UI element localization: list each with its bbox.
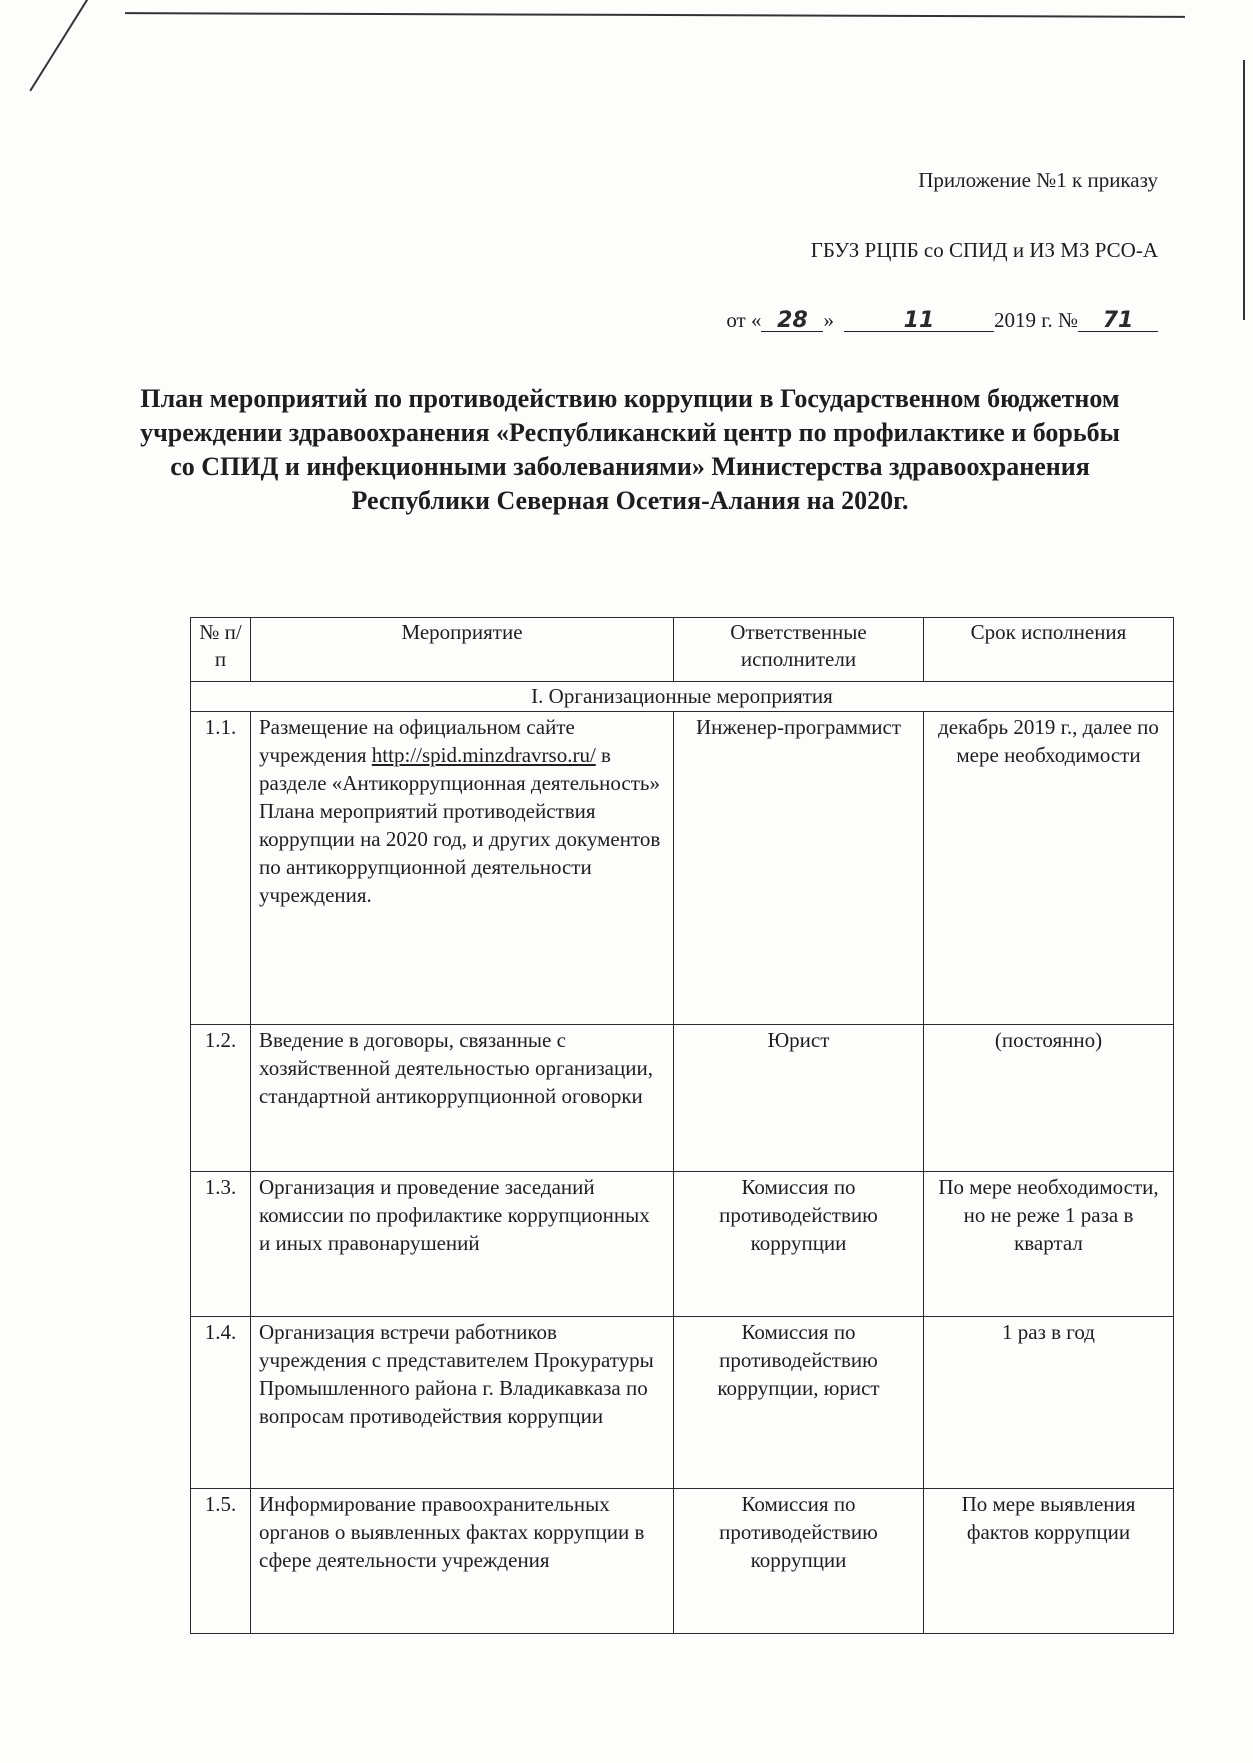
plan-table xyxy=(190,617,1174,1634)
row-event: Информирование правоохранительных органов о выявленных фактах коррупции в сфере деятельности учреждения xyxy=(251,1489,674,1634)
header-responsible: Ответственные исполнители xyxy=(674,618,924,682)
row-event: Введение в договоры, связанные с хозяйственной деятельностью организации, стандартной антикоррупционной оговорки xyxy=(251,1025,674,1172)
appendix-date-line xyxy=(726,310,1158,331)
row-num: 1.2. xyxy=(191,1025,251,1172)
header-num: № п/п xyxy=(191,618,251,682)
section-title: I. Организационные мероприятия xyxy=(191,682,1174,712)
table-row xyxy=(191,1025,1174,1172)
row-deadline: (постоянно) xyxy=(924,1025,1174,1172)
row-responsible: Комиссия по противодействию коррупции xyxy=(674,1172,924,1317)
row-num: 1.3. xyxy=(191,1172,251,1317)
order-number-handwritten: 71 xyxy=(1078,311,1158,332)
row-responsible: Инженер-программист xyxy=(674,712,924,1025)
appendix-header xyxy=(726,170,1158,380)
row-event xyxy=(251,712,674,1025)
row-event-text-after: в разделе «Антикоррупционная деятельность» Плана мероприятий противодействия коррупции на 2020 год, и других документов по антикоррупционной деятельности учреждения. xyxy=(259,743,661,907)
scan-artifact-top-line xyxy=(125,12,1185,18)
document-title: План мероприятий по противодействию коррупции в Государственном бюджетном учреждении здравоохранения «Республиканский центр по профилактике и борьбы со СПИД и инфекционными заболеваниями» Министерства здравоохранения Республики Северная Осетия-Алания на 2020г. xyxy=(140,384,1120,515)
date-year: 2019 г. № xyxy=(993,308,1078,332)
header-event: Мероприятие xyxy=(251,618,674,682)
scan-artifact-right-edge xyxy=(1243,60,1245,320)
appendix-line-1: Приложение №1 к приказу xyxy=(918,168,1158,192)
row-num: 1.1. xyxy=(191,712,251,1025)
row-responsible: Юрист xyxy=(674,1025,924,1172)
row-deadline: По мере необходимости, но не реже 1 раза в квартал xyxy=(924,1172,1174,1317)
row-deadline: 1 раз в год xyxy=(924,1317,1174,1489)
row-event-text-before: Размещение на официальном сайте учреждения xyxy=(259,715,575,767)
date-mid: » xyxy=(823,308,834,332)
date-day-handwritten: 28 xyxy=(761,311,823,332)
scan-artifact-diagonal-line xyxy=(29,0,118,91)
section-row xyxy=(191,682,1174,712)
row-deadline: декабрь 2019 г., далее по мере необходимости xyxy=(924,712,1174,1025)
row-num: 1.5. xyxy=(191,1489,251,1634)
row-responsible: Комиссия по противодействию коррупции xyxy=(674,1489,924,1634)
row-num: 1.4. xyxy=(191,1317,251,1489)
row-responsible: Комиссия по противодействию коррупции, юрист xyxy=(674,1317,924,1489)
row-deadline: По мере выявления фактов коррупции xyxy=(924,1489,1174,1634)
table-row xyxy=(191,1489,1174,1634)
date-month-handwritten: 11 xyxy=(844,311,994,332)
header-deadline: Срок исполнения xyxy=(924,618,1174,682)
row-event: Организация встречи работников учреждения с представителем Прокуратуры Промышленного района г. Владикавказа по вопросам противодействия коррупции xyxy=(251,1317,674,1489)
row-event: Организация и проведение заседаний комиссии по профилактике коррупционных и иных правонарушений xyxy=(251,1172,674,1317)
site-link[interactable]: http://spid.minzdravrso.ru/ xyxy=(371,743,596,767)
table-row xyxy=(191,712,1174,1025)
table-header-row xyxy=(191,618,1174,682)
date-prefix: от « xyxy=(726,308,762,332)
appendix-line-2: ГБУЗ РЦПБ со СПИД и ИЗ МЗ РСО-А xyxy=(810,238,1158,262)
table-row xyxy=(191,1172,1174,1317)
table-row xyxy=(191,1317,1174,1489)
